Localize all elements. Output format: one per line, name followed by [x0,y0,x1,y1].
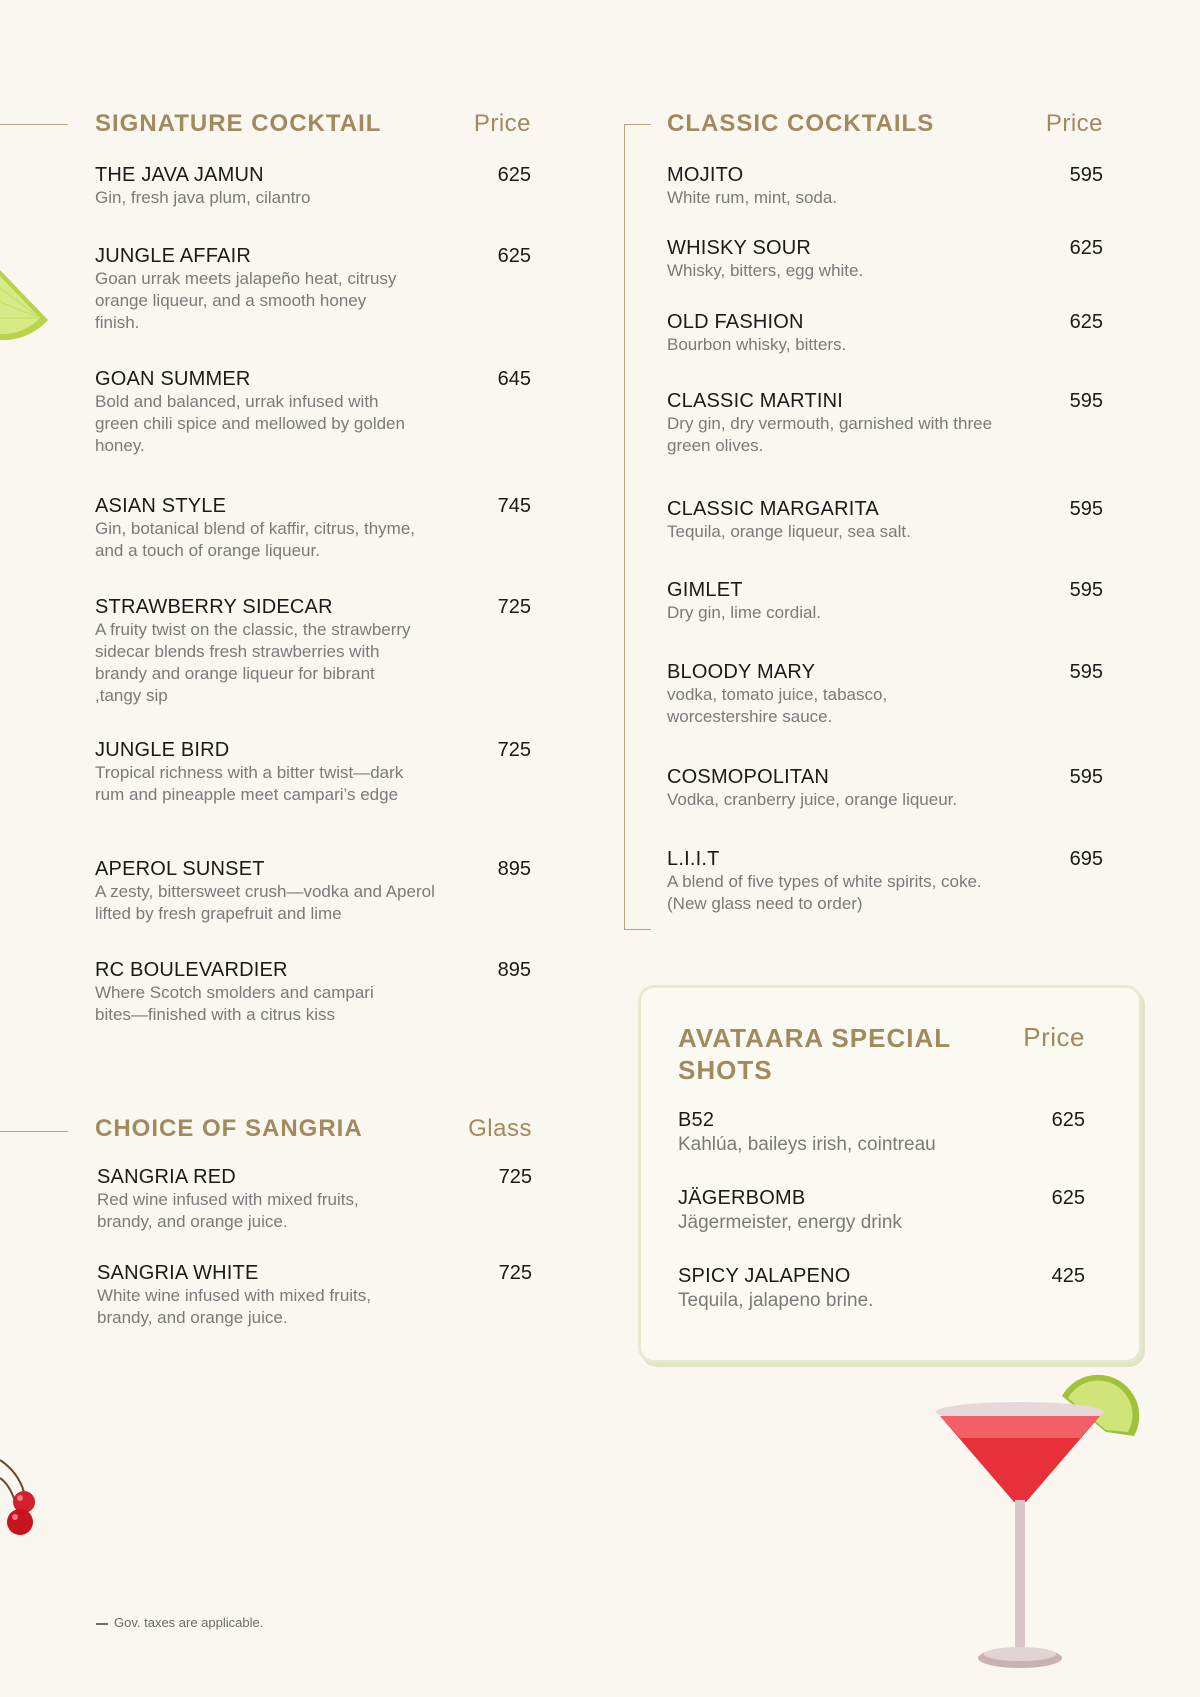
item-price: 625 [1051,1109,1085,1131]
item-desc: Bold and balanced, urrak infused with green chili spice and mellowed by golden honey. [95,392,405,455]
item-name: OLD FASHION [667,311,804,333]
item-price: 595 [1069,498,1103,520]
item-name: B52 [678,1109,715,1131]
menu-item [667,310,1103,356]
sangria-price-header: Glass [468,1115,532,1142]
item-name: CLASSIC MARGARITA [667,498,879,520]
item-price: 745 [497,495,531,517]
item-desc: Where Scotch smolders and campari bites—finished with a citrus kiss [95,983,374,1024]
menu-item [667,163,1103,209]
item-desc: White rum, mint, soda. [667,188,838,207]
item-price: 625 [497,164,531,186]
item-price: 625 [1051,1187,1085,1209]
signature-price-header: Price [473,110,531,137]
menu-item [95,958,531,1026]
signature-header [95,110,531,150]
item-name: JUNGLE BIRD [95,739,230,761]
shots-title-line1: AVATAARA SPECIAL [678,1023,952,1053]
classic-price-header: Price [1045,110,1103,137]
item-price: 625 [1069,311,1103,333]
item-price: 595 [1069,164,1103,186]
item-desc: Tequila, jalapeno brine. [678,1290,874,1311]
item-price: 725 [498,1262,532,1284]
sangria-section [95,1115,532,1345]
footnote-dash [96,1623,108,1625]
menu-item [95,244,531,334]
item-price: 895 [497,959,531,981]
item-price: 425 [1051,1265,1085,1287]
sangria-title: CHOICE OF SANGRIA [95,1115,363,1142]
item-desc: Tequila, orange liqueur, sea salt. [667,522,911,541]
item-desc: Whisky, bitters, egg white. [667,261,864,280]
item-desc: Jägermeister, energy drink [678,1212,902,1233]
item-desc: Tropical richness with a bitter twist—dark rum and pineapple meet campari’s edge [95,763,404,804]
sangria-rule [0,1131,68,1132]
menu-item [95,738,531,806]
shots-price-header: Price [1023,1022,1085,1052]
shots-title [678,1022,951,1086]
item-price: 625 [1069,237,1103,259]
item-name: APEROL SUNSET [95,858,265,880]
item-desc: A zesty, bittersweet crush—vodka and Aperol lifted by fresh grapefruit and lime [95,882,435,923]
item-desc: A blend of five types of white spirits, coke.(New glass need to order) [667,872,982,913]
item-desc: Gin, botanical blend of kaffir, citrus, thyme, and a touch of orange liqueur. [95,519,416,560]
menu-item [678,1264,1085,1314]
item-desc: Gin, fresh java plum, cilantro [95,188,311,207]
signature-title: SIGNATURE COCKTAIL [95,110,382,137]
menu-item [678,1186,1085,1236]
item-desc: Kahlúa, baileys irish, cointreau [678,1134,936,1155]
item-price: 625 [497,245,531,267]
item-price: 725 [497,739,531,761]
item-name: BLOODY MARY [667,661,816,683]
item-desc: Dry gin, dry vermouth, garnished with three green olives. [667,414,993,455]
item-name: JUNGLE AFFAIR [95,245,251,267]
signature-rule [0,124,68,125]
item-price: 595 [1069,390,1103,412]
item-name: ASIAN STYLE [95,495,227,517]
classic-title: CLASSIC COCKTAILS [667,110,935,137]
shots-section [678,1022,1085,1322]
footnote [96,1615,263,1630]
item-price: 725 [498,1166,532,1188]
menu-item [97,1261,532,1329]
item-name: STRAWBERRY SIDECAR [95,596,333,618]
item-name: L.I.I.T [667,848,720,870]
item-price: 725 [497,596,531,618]
item-desc: Red wine infused with mixed fruits, brandy, and orange juice. [97,1190,359,1231]
classic-header [667,110,1103,150]
item-name: SANGRIA WHITE [97,1262,259,1284]
lime-slice-icon [0,262,55,342]
menu-item [678,1108,1085,1158]
item-name: THE JAVA JAMUN [95,164,264,186]
item-name: RC BOULEVARDIER [95,959,288,981]
item-price: 595 [1069,661,1103,683]
shots-title-line2: SHOTS [678,1055,773,1085]
menu-item [95,367,531,457]
item-price: 595 [1069,579,1103,601]
item-desc: Dry gin, lime cordial. [667,603,821,622]
item-name: GIMLET [667,579,743,601]
menu-item [667,497,1103,543]
item-desc: Vodka, cranberry juice, orange liqueur. [667,790,958,809]
item-name: SANGRIA RED [97,1166,236,1188]
menu-item [667,578,1103,624]
footnote-text: Gov. taxes are applicable. [114,1615,264,1630]
menu-item [667,765,1103,811]
item-name: GOAN SUMMER [95,368,251,390]
item-price: 695 [1069,848,1103,870]
menu-item [667,389,1103,457]
item-desc: Goan urrak meets jalapeño heat, citrusy orange liqueur, and a smooth honey finish. [95,269,397,332]
item-name: JÄGERBOMB [678,1187,806,1209]
sangria-header [95,1115,532,1155]
item-name: CLASSIC MARTINI [667,390,843,412]
classic-section [667,110,1103,930]
menu-item [95,595,531,707]
item-desc: vodka, tomato juice, tabasco, worcestershire sauce. [667,685,888,726]
menu-item [95,857,531,925]
classic-bracket [624,124,651,930]
menu-item [95,163,531,209]
item-desc: White wine infused with mixed fruits, brandy, and orange juice. [97,1286,371,1327]
item-name: WHISKY SOUR [667,237,812,259]
item-price: 645 [497,368,531,390]
shots-header [678,1022,1085,1092]
item-name: COSMOPOLITAN [667,766,830,788]
signature-section [95,110,531,1030]
menu-item [667,660,1103,728]
menu-item [667,847,1103,915]
cosmopolitan-glass-icon [930,1372,1140,1682]
item-desc: A fruity twist on the classic, the strawberry sidecar blends fresh strawberries with brandy and orange liqueur for bibrant ,tangy sip [95,620,411,705]
menu-item [95,494,531,562]
item-name: MOJITO [667,164,744,186]
menu-item [97,1165,532,1233]
item-price: 595 [1069,766,1103,788]
item-name: SPICY JALAPENO [678,1265,851,1287]
cherry-icon [0,1452,45,1544]
item-price: 895 [497,858,531,880]
item-desc: Bourbon whisky, bitters. [667,335,847,354]
menu-item [667,236,1103,282]
